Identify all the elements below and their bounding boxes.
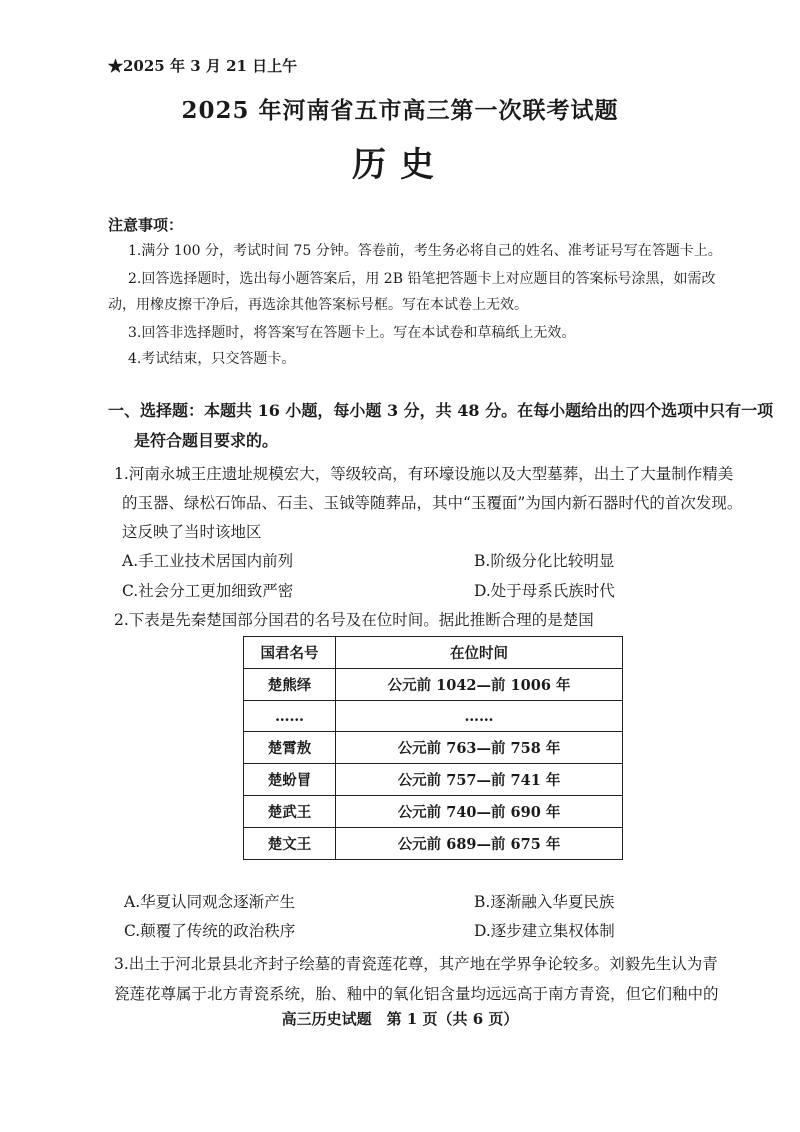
table-cell: 楚武王	[244, 796, 336, 828]
table-row	[244, 701, 623, 732]
subject-title: 历史	[352, 145, 448, 185]
question-2-option-b: B.逐渐融入华夏民族	[474, 893, 615, 911]
table-cell: ……	[336, 701, 623, 732]
question-2-option-a: A.华夏认同观念逐渐产生	[124, 893, 296, 911]
table-cell: 公元前 689—前 675 年	[336, 828, 623, 860]
notice-item: 1.满分 100 分，考试时间 75 分钟。答卷前，考生务必将自己的姓名、准考证号写在答题卡上。	[128, 243, 722, 259]
question-1-stem: 的玉器、绿松石饰品、石圭、玉钺等随葬品，其中“玉覆面”为国内新石器时代的首次发现。	[122, 494, 743, 512]
table-cell: 公元前 1042—前 1006 年	[336, 669, 623, 701]
table-row	[244, 828, 623, 860]
section-heading: 一、选择题：本题共 16 小题，每小题 3 分，共 48 分。在每小题给出的四个选项中只有一项	[108, 401, 774, 420]
table-cell: 楚霄敖	[244, 732, 336, 764]
table-cell: 楚文王	[244, 828, 336, 860]
table-row	[244, 796, 623, 828]
notice-heading: 注意事项：	[108, 216, 184, 234]
table-header-row	[244, 637, 623, 669]
question-1-option-d: D.处于母系氏族时代	[474, 582, 615, 600]
question-2-option-d: D.逐步建立集权体制	[474, 922, 615, 940]
question-1-stem: 这反映了当时该地区	[122, 523, 262, 541]
table-row	[244, 764, 623, 796]
table-header: 在位时间	[336, 637, 623, 669]
table-row	[244, 732, 623, 764]
table-cell: 楚蚡冒	[244, 764, 336, 796]
question-3-stem: 瓷莲花尊属于北方青瓷系统，胎、釉中的氧化铝含量均远远高于南方青瓷，但它们釉中的	[114, 985, 719, 1003]
table-header: 国君名号	[244, 637, 336, 669]
exam-date: ★2025 年 3 月 21 日上午	[108, 57, 298, 75]
notice-item: 4.考试结束，只交答题卡。	[128, 351, 296, 367]
table-row	[244, 669, 623, 701]
notice-item: 3.回答非选择题时，将答案写在答题卡上。写在本试卷和草稿纸上无效。	[128, 325, 576, 341]
table-cell: 楚熊绎	[244, 669, 336, 701]
page-footer: 高三历史试题 第 1 页（共 6 页）	[281, 1010, 519, 1028]
question-3-stem: 3.出土于河北景县北齐封子绘墓的青瓷莲花尊，其产地在学界争论较多。刘毅先生认为青	[114, 955, 718, 973]
question-1-option-a: A.手工业技术居国内前列	[122, 552, 294, 570]
notice-item: 2.回答选择题时，选出每小题答案后，用 2B 铅笔把答题卡上对应题目的答案标号涂黑，如需改	[128, 271, 716, 287]
kings-table	[243, 636, 623, 860]
table-cell: ……	[244, 701, 336, 732]
section-heading-continued: 是符合题目要求的。	[134, 431, 279, 450]
question-1-option-c: C.社会分工更加细致严密	[122, 582, 294, 600]
question-2-option-c: C.颠覆了传统的政治秩序	[124, 922, 296, 940]
notice-item-continued: 动，用橡皮擦干净后，再选涂其他答案标号框。写在本试卷上无效。	[108, 297, 528, 313]
question-1-option-b: B.阶级分化比较明显	[474, 552, 615, 570]
exam-title: 2025 年河南省五市高三第一次联考试题	[181, 97, 619, 124]
table-cell: 公元前 763—前 758 年	[336, 732, 623, 764]
table-cell: 公元前 740—前 690 年	[336, 796, 623, 828]
table-cell: 公元前 757—前 741 年	[336, 764, 623, 796]
question-1-stem: 1.河南永城王庄遗址规模宏大，等级较高，有环壕设施以及大型墓葬，出土了大量制作精美	[114, 465, 734, 483]
question-2-stem: 2.下表是先秦楚国部分国君的名号及在位时间。据此推断合理的是楚国	[114, 611, 594, 629]
